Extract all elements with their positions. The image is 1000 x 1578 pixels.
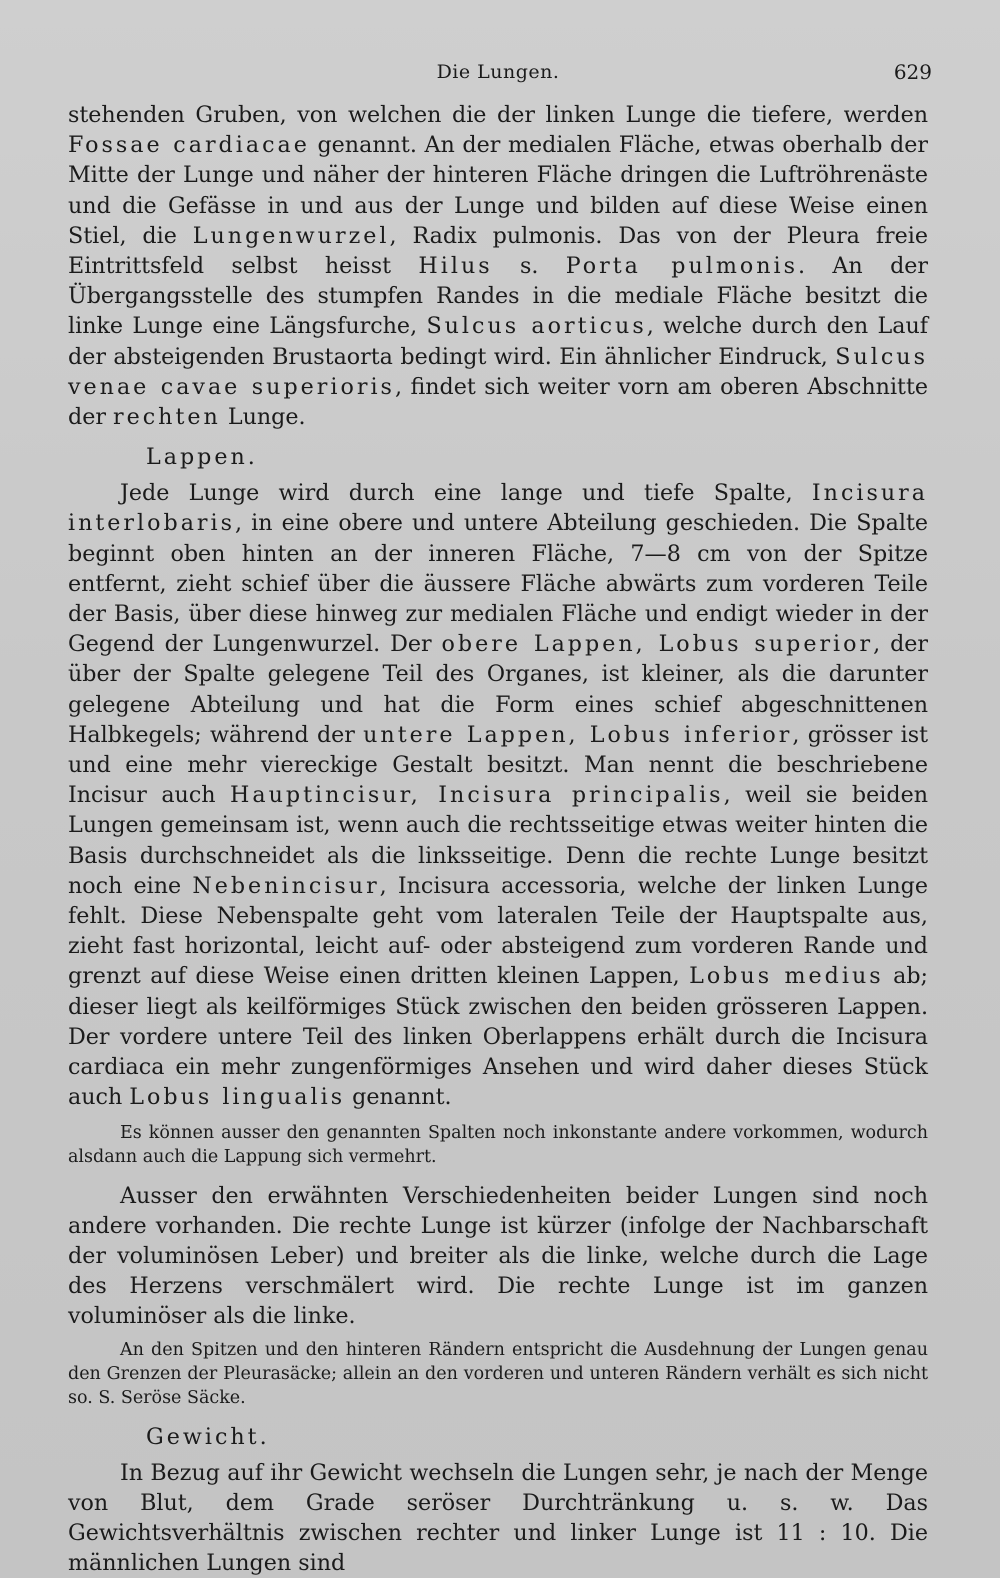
text-run: , der über der Spalte gelegene Teil des Organes, ist kleiner, als die darunter gelegene Abteilung und hat die Form eines schief abgeschnittenen Halbkegels; während der xyxy=(68,631,929,748)
term-lungenwurzel: Lungenwurzel xyxy=(192,222,390,249)
term-sulcus-aorticus: Sulcus aorticus xyxy=(426,313,647,340)
term-nebenincisur: Nebenincisur xyxy=(192,872,380,899)
page-header xyxy=(68,52,932,100)
paragraph-roots xyxy=(68,100,928,432)
term-incisura-principalis: Hauptincisur, Incisura principalis xyxy=(230,782,724,809)
text-run: Jede Lunge wird durch eine lange und tiefe Spalte, xyxy=(120,480,812,507)
text-run: , in eine obere und untere Abteilung geschieden. Die Spalte beginnt oben hinten an der inneren Fläche, 7—8 cm von der Spitze entfernt, zieht schief über die äussere Fläche abwärts zum vorderen Teile der Basis, über diese hinweg zur medialen Fläche und endigt wieder in der Gegend der Lungenwurzel. Der xyxy=(68,510,928,658)
text-run: s. xyxy=(492,253,566,280)
term-incisura-interlobaris: Incisura interlobaris xyxy=(68,480,928,537)
text-run: , grösser ist und eine mehr viereckige Gestalt besitzt. Man nennt die beschriebene Incisur auch xyxy=(68,721,928,809)
term-sulcus-venae-cavae: Sulcus venae cavae superioris xyxy=(68,343,928,400)
text-run: , Radix pulmonis. Das von der Pleura freie Eintrittsfeld selbst heisst xyxy=(68,222,928,280)
text-run: , findet sich weiter vorn am oberen Abschnitte der xyxy=(68,373,929,431)
paragraph-lobes xyxy=(68,478,928,1112)
term-fossae-cardiacae: Fossae cardiacae xyxy=(68,132,310,159)
term-lobus-lingualis: Lobus lingualis xyxy=(129,1084,346,1111)
term-hilus: Hilus xyxy=(418,253,493,280)
text-run: Lunge. xyxy=(220,404,306,431)
term-porta-pulmonis: Porta pulmonis xyxy=(565,253,799,280)
paragraph-differences: Ausser den erwähnten Verschiedenheiten beider Lungen sind noch andere vorhanden. Die rechte Lunge ist kürzer (infolge der Nachbarschaft der voluminösen Leber) und breiter als die linke, welche durch die Lage des Herzens verschmälert wird. Die rechte Lunge ist im ganzen voluminöser als die linke. xyxy=(68,1182,928,1330)
paragraph-weight: In Bezug auf ihr Gewicht wechseln die Lungen sehr, je nach der Menge von Blut, dem Grade seröser Durchtränkung u. s. w. Das Gewichtsverhältnis zwischen rechter und linker Lunge ist 11 : 10. Die männlichen Lungen sind xyxy=(68,1459,928,1577)
small-print-note: Es können ausser den genannten Spalten noch inkonstante andere vorkommen, wodurch alsdann auch die Lappung sich vermehrt. xyxy=(68,1122,928,1167)
term-lobus-inferior: untere Lappen, Lobus inferior xyxy=(363,721,793,748)
section-heading-gewicht: Gewicht. xyxy=(146,1423,270,1450)
text-run: , Incisura accessoria, welche der linken Lunge fehlt. Diese Nebenspalte geht vom lateralen Teile der Hauptspalte aus, zieht fast horizontal, leicht auf- oder absteigend zum vorderen Rande und grenzt auf diese Weise einen dritten kleinen Lappen, xyxy=(68,872,929,990)
term-lobus-medius: Lobus medius xyxy=(689,963,884,990)
text-run: stehenden Gruben, von welchen die der linken Lunge die tiefere, werden xyxy=(68,102,928,128)
text-run: genannt. An der medialen Fläche, etwas oberhalb der Mitte der Lunge und näher der hinteren Fläche dringen die Luftröhrenäste und die Gefässe in und aus der Lunge und bilden auf diese Weise einen Stiel, die xyxy=(68,132,928,249)
page-number: 629 xyxy=(893,60,932,84)
text-run: , weil sie beiden Lungen gemeinsam ist, wenn auch die rechtsseitige etwas weiter hinten die Basis durchschneidet als die linksseitige. Denn die rechte Lunge besitzt noch eine xyxy=(68,782,928,899)
section-heading-lappen: Lappen. xyxy=(146,444,258,471)
text-run: , welche durch den Lauf der absteigenden Brustaorta bedingt wird. Ein ähnlicher Eindruck, xyxy=(68,313,928,370)
text-run: genannt. xyxy=(345,1084,452,1111)
term-lobus-superior: obere Lappen, Lobus superior xyxy=(441,631,874,658)
text-run: ab; dieser liegt als keilförmiges Stück zwischen den beiden grösseren Lappen. Der vordere untere Teil des linken Oberlappens erhält durch die Incisura cardiaca ein mehr zungenförmiges Ansehen und wird daher dieses Stück auch xyxy=(68,963,928,1111)
term-rechten: rechten xyxy=(113,404,221,431)
small-print-borders: An den Spitzen und den hinteren Rändern entspricht die Ausdehnung der Lungen genau den Grenzen der Pleurasäcke; allein an den vorderen und unteren Rändern verhält es sich nicht so. S. Seröse Säcke. xyxy=(68,1339,928,1408)
text-run: . An der Übergangsstelle des stumpfen Randes in die mediale Fläche besitzt die linke Lunge eine Längsfurche, xyxy=(68,253,929,340)
running-title: Die Lungen. xyxy=(436,61,560,83)
